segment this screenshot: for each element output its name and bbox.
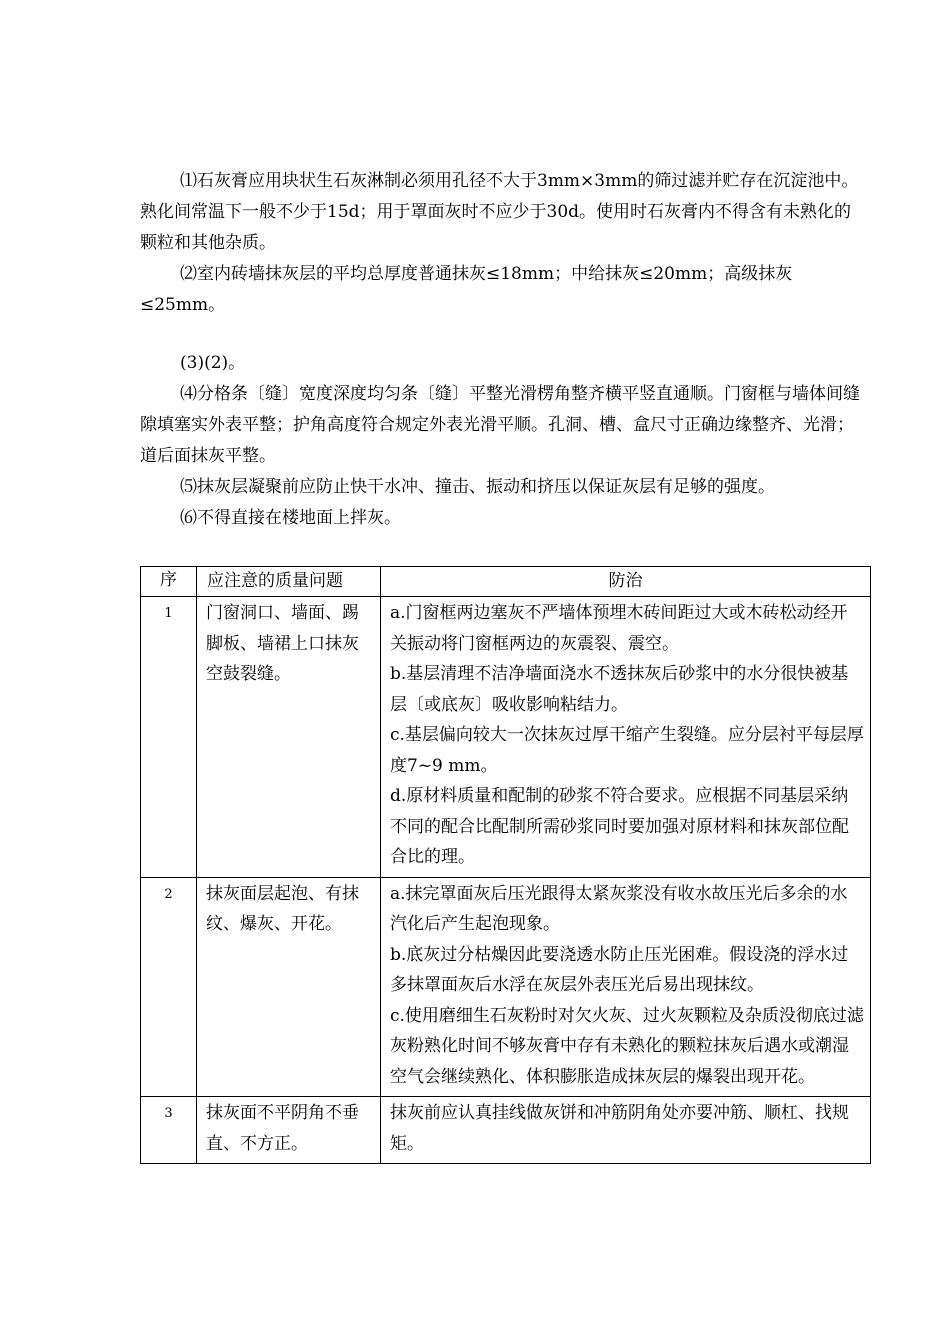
row-prevention [381, 1097, 871, 1164]
prevention-item: a.抹完罩面灰后压光跟得太紧灰浆没有收水故压光后多余的水汽化后产生起泡现象。 [390, 883, 848, 934]
row-seq: 2 [164, 886, 173, 902]
header-quality-issue: 应注意的质量问题 [197, 567, 381, 597]
prevention-item: 抹灰前应认真挂线做灰饼和冲筋阴角处亦要冲筋、顺杠、找规矩。 [390, 1103, 849, 1154]
prevention-item: c.基层偏向较大一次抹灰过厚干缩产生裂缝。应分层衬平每层厚度7~9 mm。 [390, 725, 864, 776]
table-row [141, 597, 871, 878]
header-prevention: 防治 [381, 567, 871, 597]
table-header-row [141, 567, 871, 597]
quality-issues-table [140, 566, 871, 1164]
row-seq: 3 [164, 1106, 173, 1121]
paragraph-item-3: (3)(2)。 [180, 353, 246, 373]
paragraph-lime-putty: ⑴石灰膏应用块状生石灰淋制必须用孔径不大于3mm×3mm的筛过滤并贮存在沉淀池中。熟化间常温下一般不少于15d；用于罩面灰时不应少于30d。使用时石灰膏内不得含有未熟化的颗粒和其他杂质。 [140, 171, 859, 253]
header-seq: 序 [141, 567, 197, 597]
row-issue: 抹灰面层起泡、有抹纹、爆灰、开花。 [197, 877, 381, 1097]
row-issue: 抹灰面不平阴角不垂直、不方正。 [197, 1097, 381, 1164]
row-prevention [381, 597, 871, 878]
row-issue: 门窗洞口、墙面、踢脚板、墙裙上口抹灰空鼓裂缝。 [197, 597, 381, 878]
row-prevention [381, 877, 871, 1097]
paragraph-plaster-thickness: ⑵室内砖墙抹灰层的平均总厚度普通抹灰≤18mm；中给抹灰≤20mm；高级抹灰≤25mm。 [140, 264, 793, 315]
prevention-item: a.门窗框两边塞灰不严墙体预埋木砖间距过大或木砖松动经开关振动将门窗框两边的灰震裂、震空。 [390, 603, 848, 654]
row-seq: 1 [164, 606, 173, 621]
prevention-item: b.底灰过分枯燥因此要浇透水防止压光困难。假设浇的浮水过多抹罩面灰后水浮在灰层外表压光后易出现抹纹。 [390, 944, 849, 995]
prevention-item: c.使用磨细生石灰粉时对欠火灰、过火灰颗粒及杂质没彻底过滤灰粉熟化时间不够灰膏中存有未熟化的颗粒抹灰后遇水或潮湿空气会继续熟化、体积膨胀造成抹灰层的爆裂出现开花。 [390, 1005, 864, 1087]
paragraph-protection: ⑸抹灰层凝聚前应防止快干水冲、撞击、振动和挤压以保证灰层有足够的强度。 [180, 477, 775, 497]
table-row [141, 877, 871, 1097]
prevention-item: d.原材料质量和配制的砂浆不符合要求。应根据不同基层采纳不同的配合比配制所需砂浆同时要加强对原材料和抹灰部位配合比的理。 [390, 786, 849, 867]
paragraph-dividing-strips: ⑷分格条〔缝〕宽度深度均匀条〔缝〕平整光滑楞角整齐横平竖直通顺。门窗框与墙体间缝隙填塞实外表平整；护角高度符合规定外表光滑平顺。孔洞、槽、盒尺寸正确边缘整齐、光滑；道后面抹灰平整。 [140, 384, 860, 466]
table-row [141, 1097, 871, 1164]
paragraph-no-mixing-on-floor: ⑹不得直接在楼地面上拌灰。 [180, 508, 401, 528]
prevention-item: b.基层清理不洁净墙面浇水不透抹灰后砂浆中的水分很快被基层〔或底灰〕吸收影响粘结力。 [390, 664, 849, 715]
